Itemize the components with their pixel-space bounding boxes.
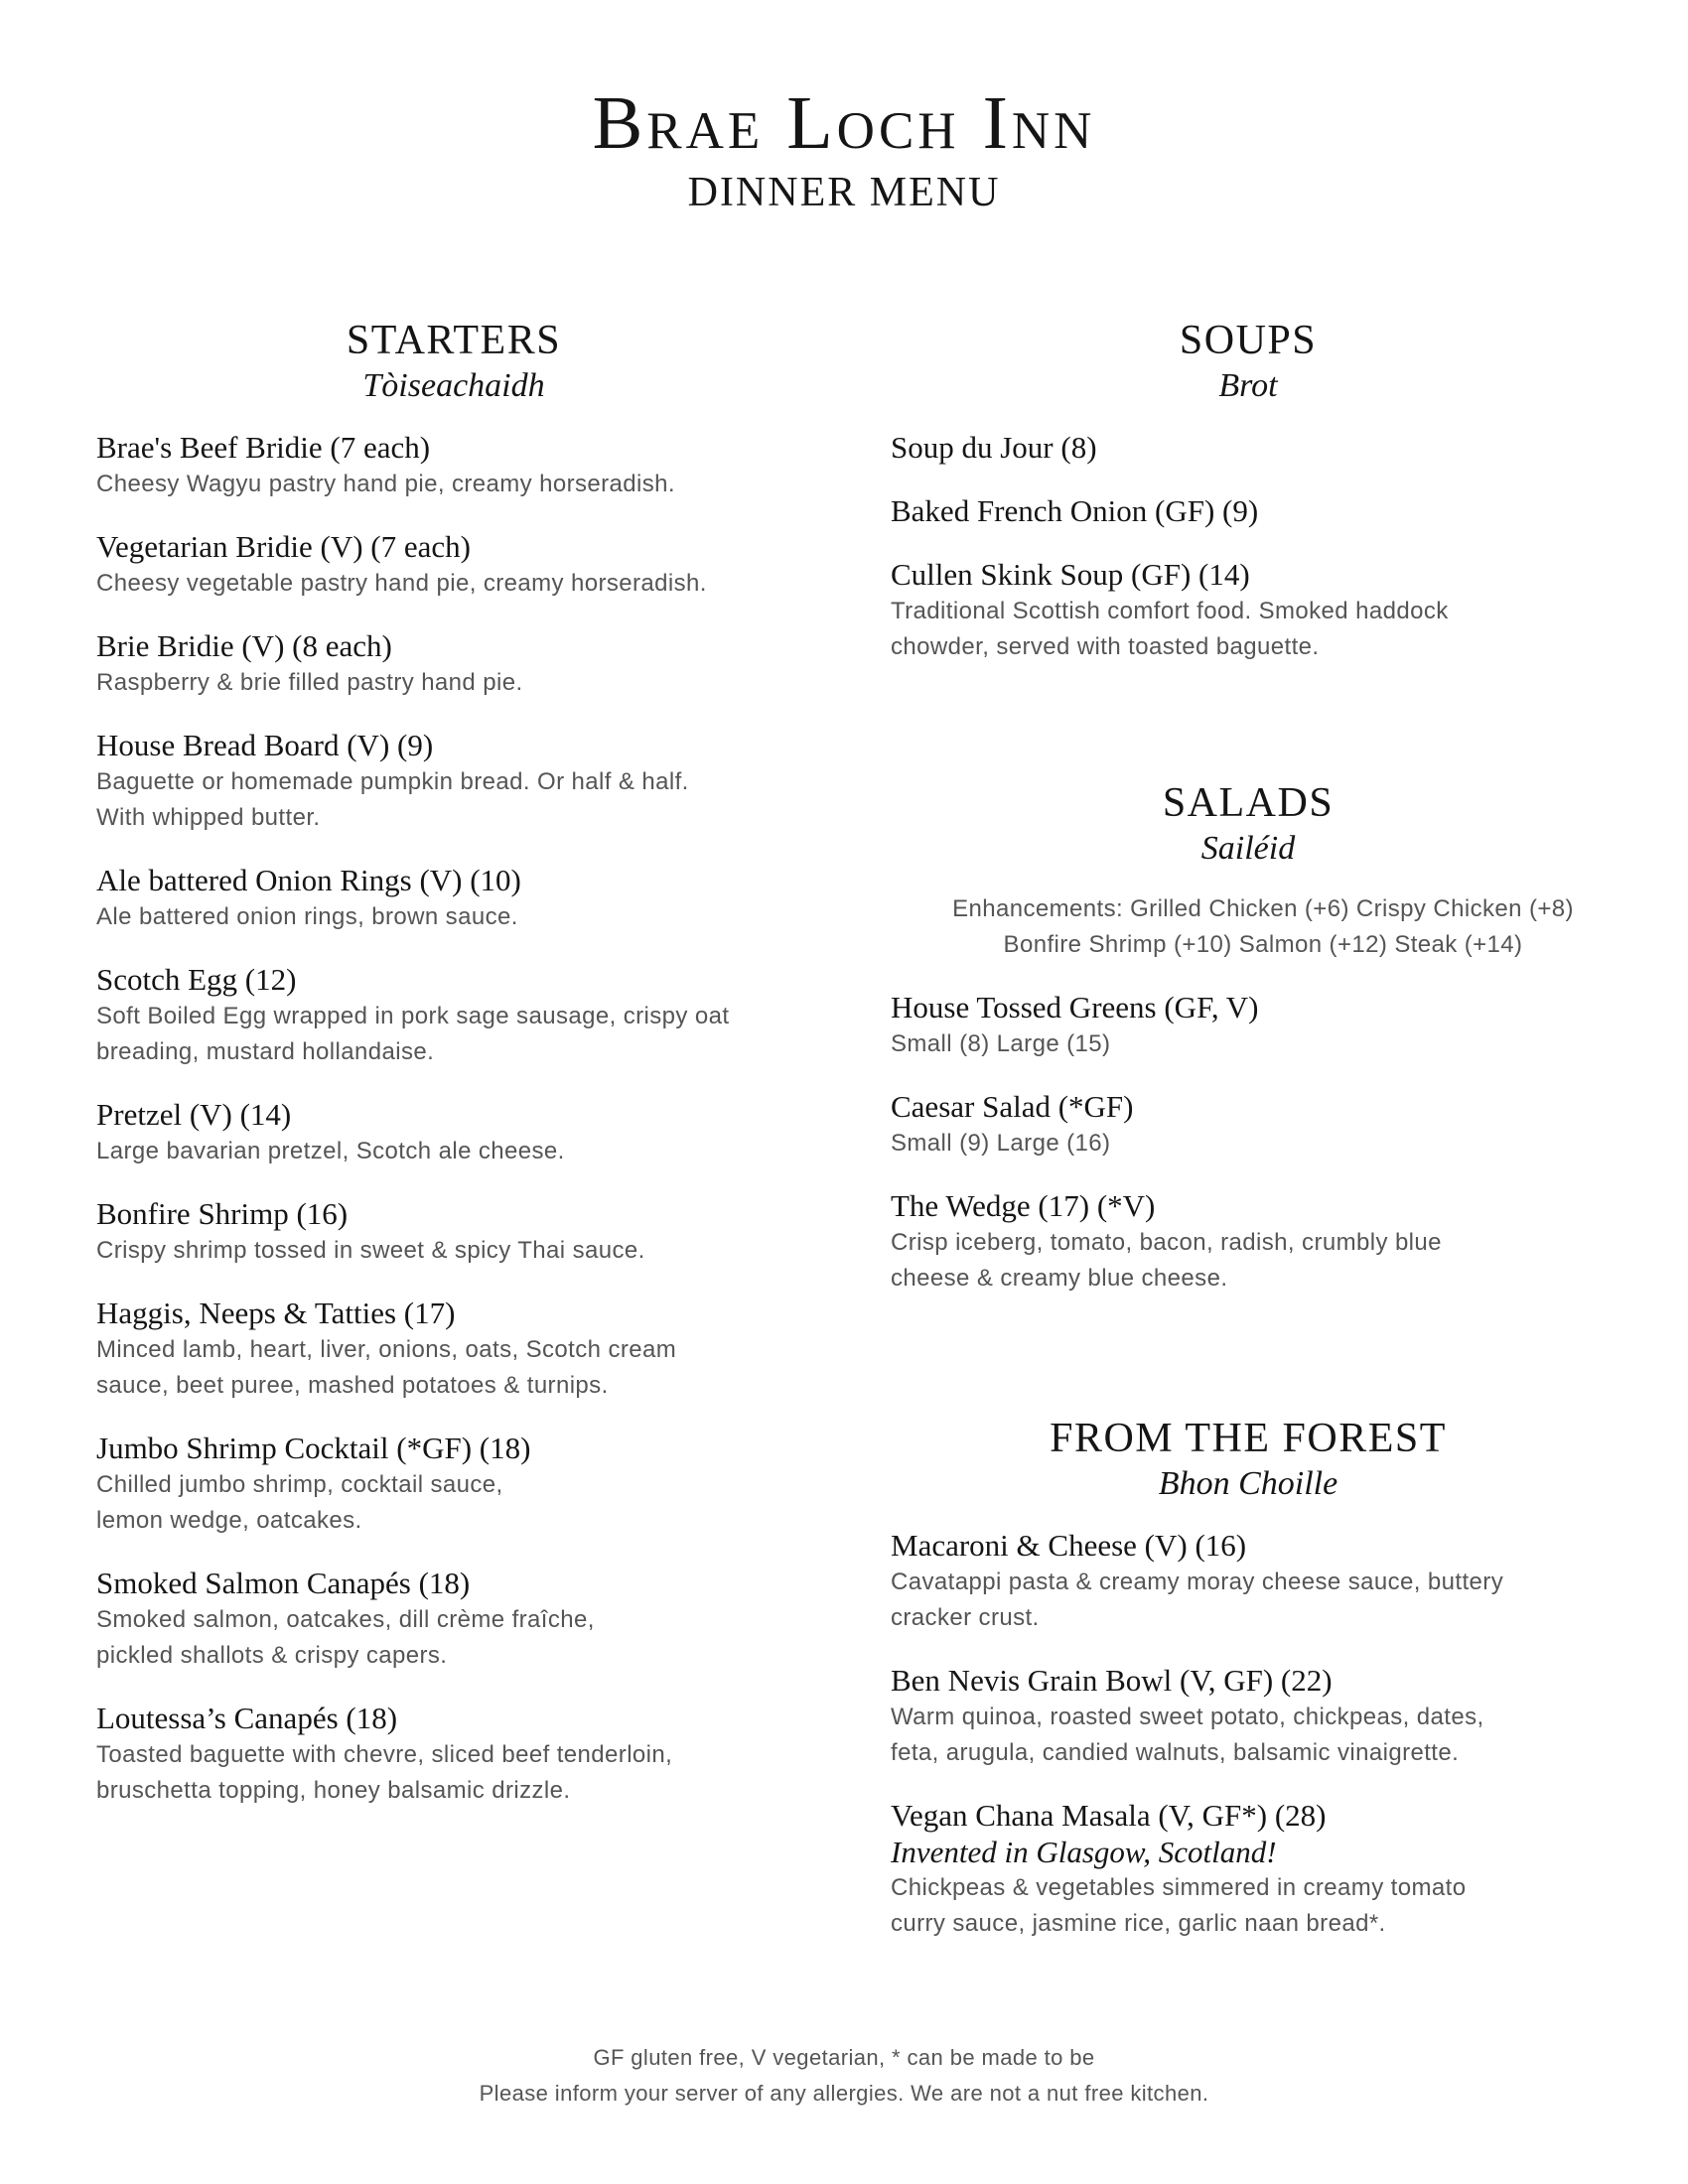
section-subtitle: Sailéid — [1200, 830, 1296, 867]
menu-item — [96, 1565, 811, 1674]
item-description: bruschetta topping, honey balsamic drizzle. — [96, 1777, 571, 1804]
item-tagline: Invented in Glasgow, Scotland! — [891, 1835, 1277, 1869]
item-description: Chilled jumbo shrimp, cocktail sauce, — [96, 1471, 503, 1498]
salads-section — [891, 778, 1606, 1322]
salad-enhancements — [891, 891, 1606, 963]
item-description: Crispy shrimp tossed in sweet & spicy Thai sauce. — [96, 1237, 645, 1264]
item-name: Brie Bridie (V) (8 each) — [96, 628, 392, 663]
item-description: Toasted baguette with chevre, sliced beef tenderloin, — [96, 1741, 673, 1768]
menu-item — [96, 1195, 811, 1269]
item-name: Ale battered Onion Rings (V) (10) — [96, 863, 521, 897]
item-description: Warm quinoa, roasted sweet potato, chickpeas, dates, — [891, 1704, 1484, 1730]
dietary-legend: GF gluten free, V vegetarian, * can be made to be — [593, 2045, 1095, 2070]
item-name: House Tossed Greens (GF, V) — [891, 990, 1259, 1024]
item-name: Caesar Salad (*GF) — [891, 1089, 1134, 1124]
section-title: SOUPS — [1179, 318, 1318, 363]
item-name: The Wedge (17) (*V) — [891, 1188, 1156, 1223]
menu-item — [891, 556, 1606, 665]
section-subtitle: Brot — [1218, 367, 1278, 404]
section-title: STARTERS — [346, 318, 562, 363]
starters-section — [96, 316, 811, 1835]
item-description: Large bavarian pretzel, Scotch ale cheese. — [96, 1138, 565, 1164]
item-name: Baked French Onion (GF) (9) — [891, 493, 1259, 528]
item-description: curry sauce, jasmine rice, garlic naan bread*. — [891, 1910, 1386, 1937]
forest-section — [891, 1414, 1606, 1968]
menu-item — [891, 1527, 1606, 1636]
item-description: Soft Boiled Egg wrapped in pork sage sausage, crispy oat — [96, 1003, 730, 1029]
item-description: sauce, beet puree, mashed potatoes & turnips. — [96, 1372, 609, 1399]
item-name: Ben Nevis Grain Bowl (V, GF) (22) — [891, 1663, 1333, 1698]
item-description: Smoked salmon, oatcakes, dill crème fraîche, — [96, 1606, 595, 1633]
item-description: breading, mustard hollandaise. — [96, 1038, 435, 1065]
item-description: With whipped butter. — [96, 804, 321, 831]
item-description: cheese & creamy blue cheese. — [891, 1265, 1228, 1292]
menu-item — [96, 1700, 811, 1809]
menu-item — [891, 1662, 1606, 1771]
section-title: FROM THE FOREST — [1050, 1416, 1447, 1461]
item-name: Haggis, Neeps & Tatties (17) — [96, 1296, 456, 1330]
soups-section — [891, 316, 1606, 691]
item-description: Traditional Scottish comfort food. Smoked haddock — [891, 598, 1449, 624]
item-name: Scotch Egg (12) — [96, 962, 297, 997]
item-name: Pretzel (V) (14) — [96, 1097, 292, 1132]
starters-heading — [96, 316, 811, 407]
item-name: Bonfire Shrimp (16) — [96, 1196, 349, 1231]
restaurant-name: Brae Loch Inn — [592, 81, 1096, 165]
item-description: Cheesy Wagyu pastry hand pie, creamy horseradish. — [96, 471, 675, 497]
forest-heading — [891, 1414, 1606, 1505]
menu-item — [96, 961, 811, 1070]
forest-list — [891, 1527, 1606, 1942]
item-description: pickled shallots & crispy capers. — [96, 1642, 448, 1669]
item-description: Ale battered onion rings, brown sauce. — [96, 903, 518, 930]
soups-list — [891, 429, 1606, 665]
item-name: Brae's Beef Bridie (7 each) — [96, 430, 431, 465]
menu-item — [96, 1096, 811, 1169]
salads-heading — [891, 778, 1606, 870]
item-description: Cheesy vegetable pastry hand pie, creamy horseradish. — [96, 570, 707, 597]
menu-item — [96, 1295, 811, 1404]
item-description: Small (9) Large (16) — [891, 1130, 1111, 1157]
item-name: Soup du Jour (8) — [891, 430, 1097, 465]
item-description: cracker crust. — [891, 1604, 1040, 1631]
item-description: Crisp iceberg, tomato, bacon, radish, crumbly blue — [891, 1229, 1442, 1256]
section-subtitle: Tòiseachaidh — [362, 367, 545, 404]
item-description: lemon wedge, oatcakes. — [96, 1507, 362, 1534]
menu-item — [891, 1187, 1606, 1297]
item-description: Cavatappi pasta & creamy moray cheese sauce, buttery — [891, 1569, 1504, 1595]
menu-item — [96, 862, 811, 935]
enhancements-line: Enhancements: Grilled Chicken (+6) Crispy Chicken (+8) — [952, 895, 1574, 922]
item-name: Cullen Skink Soup (GF) (14) — [891, 557, 1250, 592]
menu-item — [891, 429, 1606, 467]
menu-item — [891, 492, 1606, 530]
item-name: House Bread Board (V) (9) — [96, 728, 434, 762]
item-name: Macaroni & Cheese (V) (16) — [891, 1528, 1247, 1563]
menu-item — [96, 1430, 811, 1539]
item-name: Jumbo Shrimp Cocktail (*GF) (18) — [96, 1431, 531, 1465]
menu-item — [891, 989, 1606, 1062]
menu-item — [96, 627, 811, 701]
item-name: Vegetarian Bridie (V) (7 each) — [96, 529, 471, 564]
menu-footer — [0, 2040, 1688, 2112]
item-description: feta, arugula, candied walnuts, balsamic vinaigrette. — [891, 1739, 1460, 1766]
menu-subtitle: DINNER MENU — [687, 170, 1001, 215]
menu-item — [96, 429, 811, 502]
item-name: Vegan Chana Masala (V, GF*) (28) — [891, 1798, 1327, 1833]
item-description: Chickpeas & vegetables simmered in creamy tomato — [891, 1874, 1467, 1901]
menu-header — [0, 79, 1688, 218]
salads-list — [891, 989, 1606, 1297]
soups-heading — [891, 316, 1606, 407]
menu-item — [96, 727, 811, 836]
menu-item — [96, 528, 811, 602]
starters-list — [96, 429, 811, 1809]
enhancements-line: Bonfire Shrimp (+10) Salmon (+12) Steak (+14) — [1003, 931, 1523, 958]
allergy-notice: Please inform your server of any allergies. We are not a nut free kitchen. — [479, 2081, 1209, 2106]
section-title: SALADS — [1162, 780, 1335, 826]
section-subtitle: Bhon Choille — [1158, 1465, 1338, 1502]
item-description: chowder, served with toasted baguette. — [891, 633, 1320, 660]
menu-item — [891, 1797, 1606, 1942]
item-description: Baguette or homemade pumpkin bread. Or half & half. — [96, 768, 689, 795]
item-description: Small (8) Large (15) — [891, 1030, 1111, 1057]
item-description: Raspberry & brie filled pastry hand pie. — [96, 669, 523, 696]
item-name: Smoked Salmon Canapés (18) — [96, 1566, 471, 1600]
menu-item — [891, 1088, 1606, 1161]
item-description: Minced lamb, heart, liver, onions, oats, Scotch cream — [96, 1336, 677, 1363]
item-name: Loutessa’s Canapés (18) — [96, 1701, 398, 1735]
